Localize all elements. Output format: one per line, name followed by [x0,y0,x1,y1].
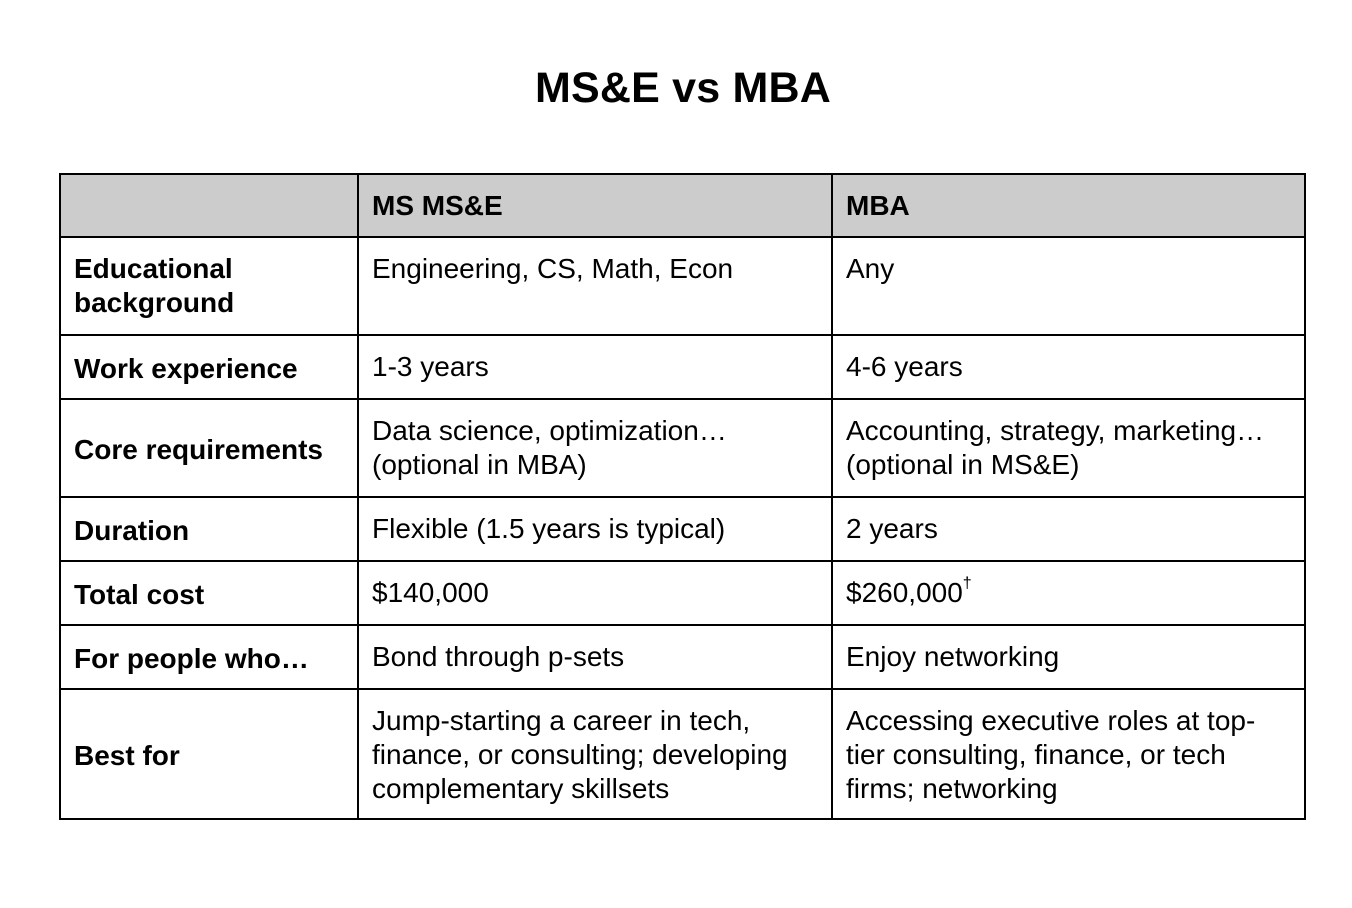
mse-cell: 1-3 years [358,335,832,399]
table-row [60,561,1305,625]
mba-cell: Any [832,237,1305,335]
mse-cell: $140,000 [358,561,832,625]
mse-cell: Flexible (1.5 years is typical) [358,497,832,561]
row-label: Work experience [60,335,358,399]
table-row [60,335,1305,399]
table-row [60,237,1305,335]
row-label: For people who… [60,625,358,689]
row-label: Best for [60,689,358,819]
mba-cell: Enjoy networking [832,625,1305,689]
mba-cell: 2 years [832,497,1305,561]
mba-cell: Accounting, strategy, marketing… (optional in MS&E) [832,399,1305,497]
table-row [60,625,1305,689]
mba-cell [832,561,1305,625]
mse-cell: Data science, optimization… (optional in MBA) [358,399,832,497]
table-row [60,399,1305,497]
mba-cost-value: $260,000 [846,577,963,608]
table-row [60,497,1305,561]
header-ms-mse: MS MS&E [358,174,832,237]
mse-cell: Jump-starting a career in tech, finance, or consulting; developing complementary skillsets [358,689,832,819]
mse-cell: Engineering, CS, Math, Econ [358,237,832,335]
mse-cell: Bond through p-sets [358,625,832,689]
row-label: Duration [60,497,358,561]
mba-cell: 4-6 years [832,335,1305,399]
table-header-row [60,174,1305,237]
comparison-table [59,173,1306,820]
header-empty-cell [60,174,358,237]
row-label: Core requirements [60,399,358,497]
row-label: Educational background [60,237,358,335]
table-row [60,689,1305,819]
row-label: Total cost [60,561,358,625]
page-title: MS&E vs MBA [534,64,832,112]
header-mba: MBA [832,174,1305,237]
dagger-footnote-mark: † [962,574,972,592]
mba-cell: Accessing executive roles at top-tier consulting, finance, or tech firms; networking [832,689,1305,819]
